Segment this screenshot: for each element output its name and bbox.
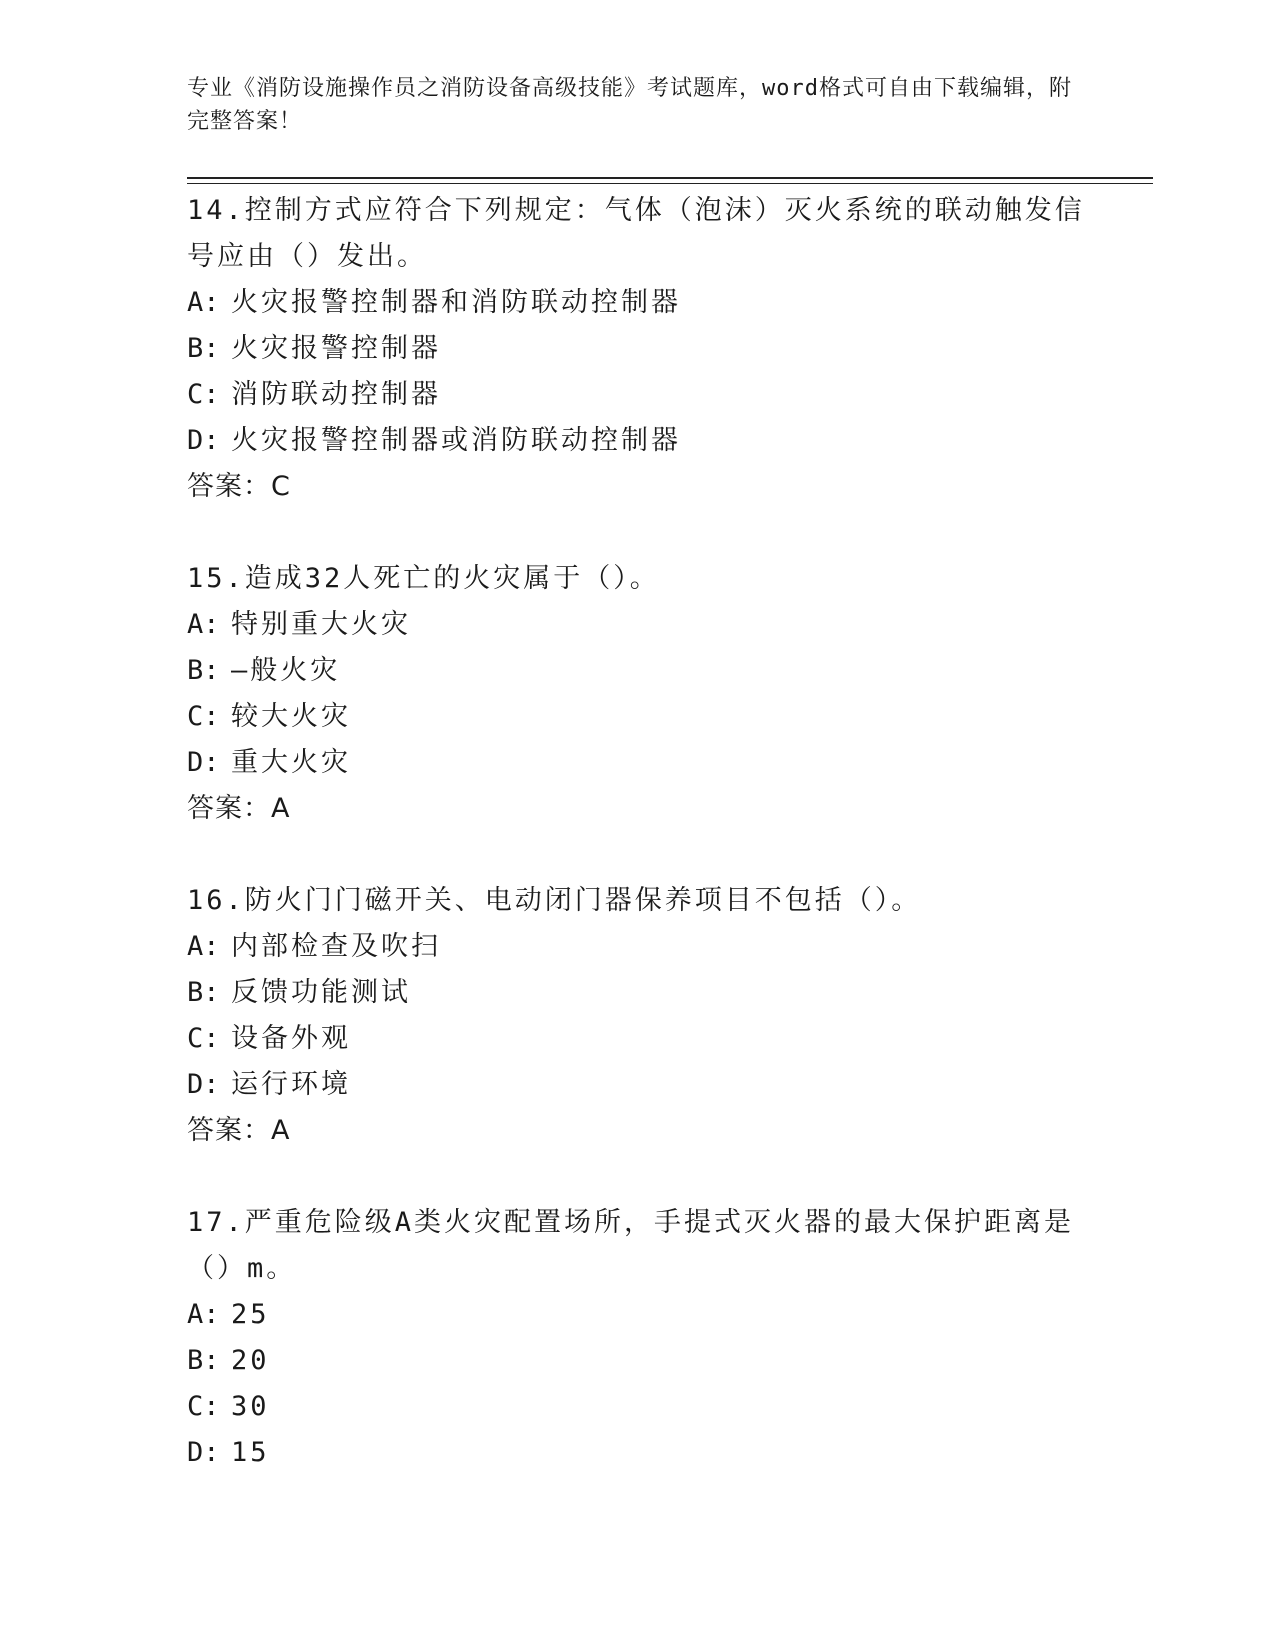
option-b (187, 326, 1087, 372)
option-text: 内部检查及吹扫 (231, 931, 441, 962)
option-c (187, 694, 1087, 740)
option-text: 20 (231, 1345, 270, 1376)
option-letter: A: (187, 931, 220, 962)
option-d (187, 1062, 1087, 1108)
option-text: 特别重大火灾 (231, 609, 411, 640)
option-text: 火灾报警控制器和消防联动控制器 (231, 287, 681, 318)
answer-line: 答案：A (187, 793, 291, 824)
option-letter: D: (187, 747, 220, 778)
option-d (187, 418, 1087, 464)
option-text: —般火灾 (231, 655, 341, 686)
option-b (187, 1338, 1087, 1384)
option-letter: D: (187, 425, 220, 456)
option-a (187, 602, 1087, 648)
option-c (187, 1384, 1087, 1430)
option-b (187, 648, 1087, 694)
option-letter: D: (187, 1437, 220, 1468)
question-16 (187, 878, 1087, 1154)
question-text: 16.防火门门磁开关、电动闭门器保养项目不包括（）。 (187, 885, 922, 916)
option-text: 消防联动控制器 (231, 379, 441, 410)
option-letter: A: (187, 1299, 220, 1330)
option-text: 15 (231, 1437, 270, 1468)
document-header: 专业《消防设施操作员之消防设备高级技能》考试题库，word格式可自由下载编辑，附完整答案！ (187, 76, 1072, 134)
option-letter: C: (187, 701, 220, 732)
option-letter: C: (187, 1023, 220, 1054)
option-text: 30 (231, 1391, 270, 1422)
question-15 (187, 556, 1087, 832)
option-letter: B: (187, 655, 220, 686)
option-d (187, 740, 1087, 786)
answer-line: 答案：C (187, 471, 291, 502)
option-letter: B: (187, 977, 220, 1008)
question-17 (187, 1200, 1087, 1476)
question-text: 15.造成32人死亡的火灾属于（）。 (187, 563, 660, 594)
question-text: 17.严重危险级A类火灾配置场所，手提式灭火器的最大保护距离是（）m。 (187, 1207, 1075, 1284)
option-text: 火灾报警控制器 (231, 333, 441, 364)
option-letter: C: (187, 1391, 220, 1422)
option-a (187, 924, 1087, 970)
option-b (187, 970, 1087, 1016)
option-text: 重大火灾 (231, 747, 351, 778)
option-letter: D: (187, 1069, 220, 1100)
option-text: 较大火灾 (231, 701, 351, 732)
answer-line: 答案：A (187, 1115, 291, 1146)
option-a (187, 280, 1087, 326)
option-c (187, 1016, 1087, 1062)
question-list (187, 188, 1087, 1522)
option-text: 反馈功能测试 (231, 977, 411, 1008)
option-text: 火灾报警控制器或消防联动控制器 (231, 425, 681, 456)
option-letter: B: (187, 1345, 220, 1376)
header-divider-thin (187, 183, 1153, 184)
question-text: 14.控制方式应符合下列规定：气体（泡沫）灭火系统的联动触发信号应由（）发出。 (187, 195, 1085, 272)
option-letter: B: (187, 333, 220, 364)
option-d (187, 1430, 1087, 1476)
option-letter: A: (187, 287, 220, 318)
option-letter: C: (187, 379, 220, 410)
option-c (187, 372, 1087, 418)
option-a (187, 1292, 1087, 1338)
option-text: 运行环境 (231, 1069, 351, 1100)
header-divider-thick (187, 177, 1153, 179)
question-14 (187, 188, 1087, 510)
option-text: 设备外观 (231, 1023, 351, 1054)
option-text: 25 (231, 1299, 270, 1330)
option-letter: A: (187, 609, 220, 640)
